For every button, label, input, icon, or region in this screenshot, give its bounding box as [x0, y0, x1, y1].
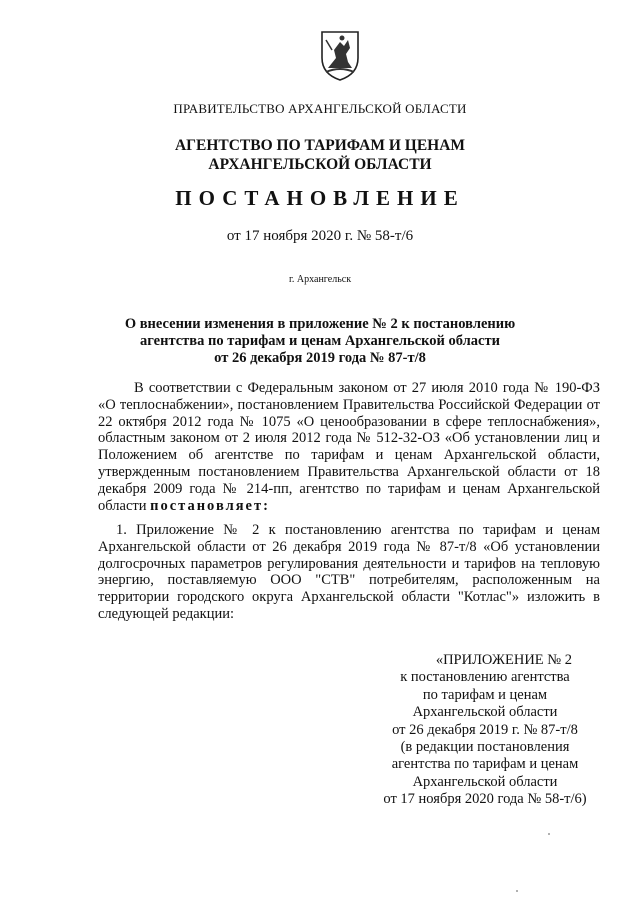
preamble-text: В соответствии с Федеральным законом от 27 июля 2010 года № 190-ФЗ «О теплоснабжении», постановлением Правительства Российской Федерации от 22 октября 2012 года № 1075 «О ценообразовании в сфере теплоснабжения», областным законом от 2 июля 2012 года № 512-32-ОЗ «Об установлении лиц и Положением об агентстве по тарифам и ценам Архангельской области, утвержденным постановлением Правительства Архангельской области от 18 декабря 2009 года № 214-пп, агентство по тарифам и ценам Архангельской области: [98, 380, 600, 514]
paragraph-item-1: 1. Приложение № 2 к постановлению агентства по тарифам и ценам Архангельской области от 26 декабря 2019 года № 87-т/8 «Об установлении долгосрочных параметров регулирования деятельности и тарифов на тепловую энергию, поставляемую ООО "СТВ" потребителям, расположенным на территории городского округа Архангельской области "Котлас"» изложить в следующей редакции:: [98, 522, 600, 622]
appendix-line: (в редакции постановления: [400, 739, 570, 756]
appendix-line: от 17 ноября 2020 года № 58-т/6): [383, 791, 587, 808]
appendix-line: по тарифам и ценам: [422, 686, 548, 703]
subject-line3: от 26 декабря 2019 года № 87-т/8: [214, 350, 426, 366]
scan-speck: [548, 833, 550, 835]
appendix-title: «ПРИЛОЖЕНИЕ № 2: [435, 652, 572, 668]
resolution-colon: :: [263, 497, 270, 514]
document-subject: [0, 316, 640, 367]
appendix-line: от 26 декабря 2019 г. № 87-т/8: [392, 721, 578, 738]
government-name: ПРАВИТЕЛЬСТВО АРХАНГЕЛЬСКОЙ ОБЛАСТИ: [173, 101, 467, 116]
appendix-line: Архангельской области: [412, 773, 558, 790]
document-city: г. Архангельск: [288, 274, 352, 285]
subject-line1: О внесении изменения в приложение № 2 к постановлению: [124, 316, 516, 332]
document-date-number: от 17 ноября 2020 г. № 58-т/6: [226, 228, 414, 244]
coat-of-arms-icon: [318, 28, 362, 82]
agency-name-line1: АГЕНТСТВО ПО ТАРИФАМ И ЦЕНАМ: [174, 137, 466, 154]
scan-speck: [516, 890, 518, 892]
document-type: ПОСТАНОВЛЕНИЕ: [175, 186, 465, 210]
appendix-line: Архангельской области: [412, 704, 558, 721]
appendix-line: к постановлению агентства: [400, 669, 570, 686]
agency-name: [0, 136, 640, 174]
agency-name-line2: АРХАНГЕЛЬСКОЙ ОБЛАСТИ: [208, 156, 432, 173]
subject-line2: агентства по тарифам и ценам Архангельской области: [140, 333, 500, 349]
resolution-word: постановляет: [150, 497, 264, 514]
paragraph-preamble: [98, 380, 600, 514]
appendix-block: [370, 652, 600, 809]
appendix-line: агентства по тарифам и ценам: [391, 756, 579, 773]
